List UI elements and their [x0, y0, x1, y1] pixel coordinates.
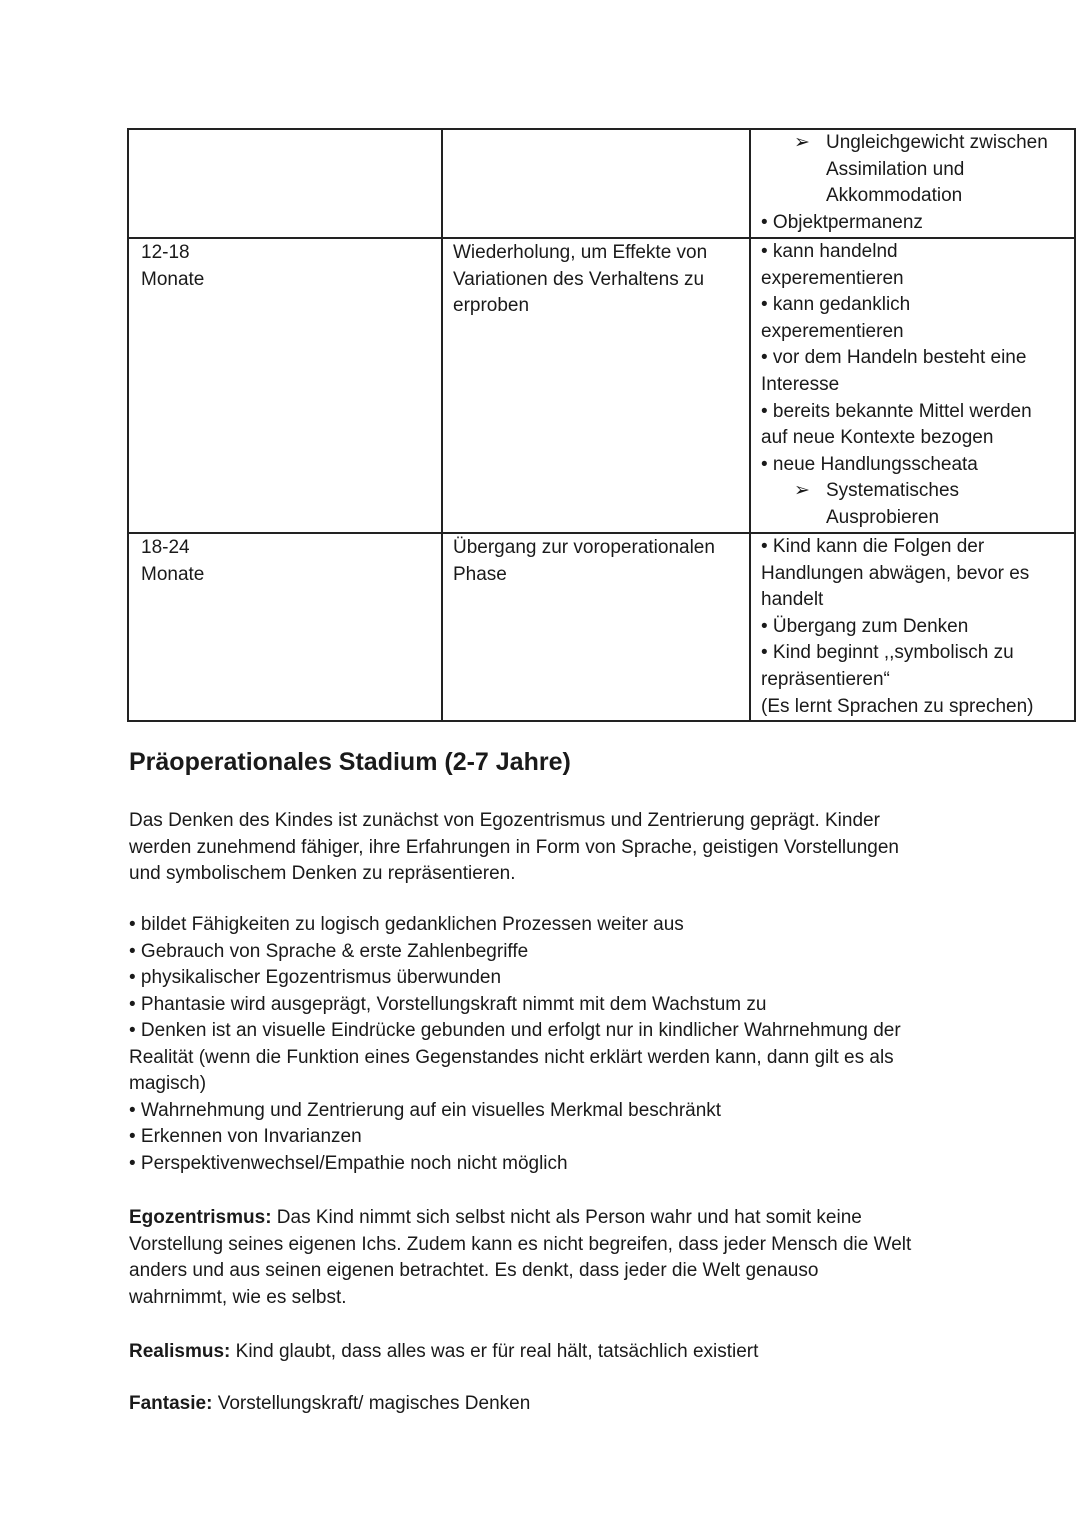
intro-line: und symbolischem Denken zu repräsentieren.: [129, 863, 516, 884]
intro-line: werden zunehmend fähiger, ihre Erfahrungen in Form von Sprache, geistigen Vorstellungen: [129, 836, 899, 858]
definition-fantasie: [129, 1391, 1029, 1418]
feature-line: auf neue Kontexte bezogen: [761, 427, 994, 449]
feature-line: • bereits bekannte Mittel werden: [761, 400, 1032, 422]
feature-line: repräsentieren“: [761, 668, 890, 690]
list-item: • Wahrnehmung und Zentrierung auf ein visuelles Merkmal beschränkt: [129, 1099, 722, 1121]
age-line: Monate: [141, 563, 205, 585]
definition-line: [129, 1339, 1029, 1366]
list-item: • Phantasie wird ausgeprägt, Vorstellungskraft nimmt mit dem Wachstum zu: [129, 993, 767, 1015]
definition-term: Realismus:: [129, 1341, 231, 1362]
table-row: [128, 533, 1075, 721]
feature-line: Interesse: [761, 373, 840, 395]
feature-line: experementieren: [761, 320, 904, 342]
definition-realismus: [129, 1339, 1029, 1366]
arrow-icon: ➢: [794, 480, 810, 502]
definition-term: Egozentrismus:: [129, 1207, 272, 1228]
definition-text: Vorstellungskraft/ magisches Denken: [212, 1393, 531, 1414]
feature-line: • Objektpermanenz: [761, 211, 923, 233]
feature-line: • vor dem Handeln besteht eine: [761, 347, 1027, 369]
arrow-item: [761, 130, 1068, 210]
age-line: 12-18: [141, 242, 190, 263]
features-cell: [750, 238, 1075, 533]
table-body: [128, 129, 1075, 721]
description-cell: [442, 533, 750, 721]
description-line: Phase: [453, 563, 507, 585]
feature-line: • Kind beginnt ,,symbolisch zu: [761, 642, 1014, 664]
table-row: [128, 129, 1075, 238]
definition-line: [129, 1391, 1029, 1418]
feature-line: handelt: [761, 589, 824, 611]
feature-line: Assimilation und: [826, 158, 965, 180]
list-item: • Perspektivenwechsel/Empathie noch nicht möglich: [129, 1152, 568, 1174]
table-row: [128, 238, 1075, 533]
definition-line: [129, 1205, 1029, 1232]
age-cell: [128, 129, 442, 238]
feature-line: • neue Handlungsscheata: [761, 453, 978, 475]
definition-line: Vorstellung seines eigenen Ichs. Zudem kann es nicht begreifen, dass jeder Mensch die Welt: [129, 1233, 912, 1255]
definition-text: Kind glaubt, dass alles was er für real hält, tatsächlich existiert: [230, 1341, 759, 1362]
feature-line: Handlungen abwägen, bevor es: [761, 562, 1030, 584]
features-cell: [750, 533, 1075, 721]
definition-line: wahrnimmt, wie es selbst.: [129, 1286, 347, 1308]
feature-line: Ausprobieren: [826, 506, 940, 528]
list-item: • Denken ist an visuelle Eindrücke gebunden und erfolgt nur in kindlicher Wahrnehmung der: [129, 1020, 901, 1041]
description-line: Übergang zur voroperationalen: [453, 537, 715, 558]
feature-line: experementieren: [761, 267, 904, 289]
definition-egozentrismus: [129, 1205, 1029, 1311]
section-heading: Präoperationales Stadium (2-7 Jahre): [129, 748, 571, 776]
description-cell: [442, 238, 750, 533]
features-cell: [750, 129, 1075, 238]
list-item: magisch): [129, 1073, 207, 1094]
list-item: • physikalischer Egozentrismus überwunden: [129, 967, 502, 988]
feature-line: Ungleichgewicht zwischen: [826, 132, 1048, 153]
definition-term: Fantasie:: [129, 1393, 213, 1414]
description-cell: [442, 129, 750, 238]
arrow-item: [761, 478, 1068, 531]
description-line: Wiederholung, um Effekte von: [453, 242, 708, 263]
feature-line: Systematisches: [826, 480, 960, 502]
feature-line: • kann handelnd: [761, 241, 898, 262]
definition-text: Das Kind nimmt sich selbst nicht als Person wahr und hat somit keine: [271, 1207, 862, 1228]
feature-line: • Kind kann die Folgen der: [761, 536, 985, 557]
age-cell: [128, 238, 442, 533]
list-item: Realität (wenn die Funktion eines Gegenstandes nicht erklärt werden kann, dann gilt es als: [129, 1046, 894, 1068]
description-line: erproben: [453, 295, 530, 317]
list-item: • Erkennen von Invarianzen: [129, 1126, 362, 1147]
feature-line: Akkommodation: [826, 185, 963, 207]
development-stage-table: [127, 128, 1076, 722]
age-cell: [128, 533, 442, 721]
feature-line: (Es lernt Sprachen zu sprechen): [761, 695, 1034, 717]
feature-line: • Übergang zum Denken: [761, 615, 969, 637]
description-line: Variationen des Verhaltens zu: [453, 268, 705, 290]
list-item: • Gebrauch von Sprache & erste Zahlenbegriffe: [129, 940, 529, 962]
feature-line: • kann gedanklich: [761, 294, 911, 316]
definition-line: anders und aus seinen eigenen betrachtet. Es denkt, dass jeder die Welt genauso: [129, 1260, 819, 1281]
arrow-icon: ➢: [794, 132, 810, 153]
intro-line: Das Denken des Kindes ist zunächst von Egozentrismus und Zentrierung geprägt. Kinder: [129, 810, 880, 831]
intro-paragraph: [129, 808, 1029, 888]
list-item: • bildet Fähigkeiten zu logisch gedanklichen Prozessen weiter aus: [129, 914, 684, 935]
age-line: 18-24: [141, 537, 190, 558]
age-line: Monate: [141, 268, 205, 290]
bullet-list: [129, 912, 1029, 1177]
